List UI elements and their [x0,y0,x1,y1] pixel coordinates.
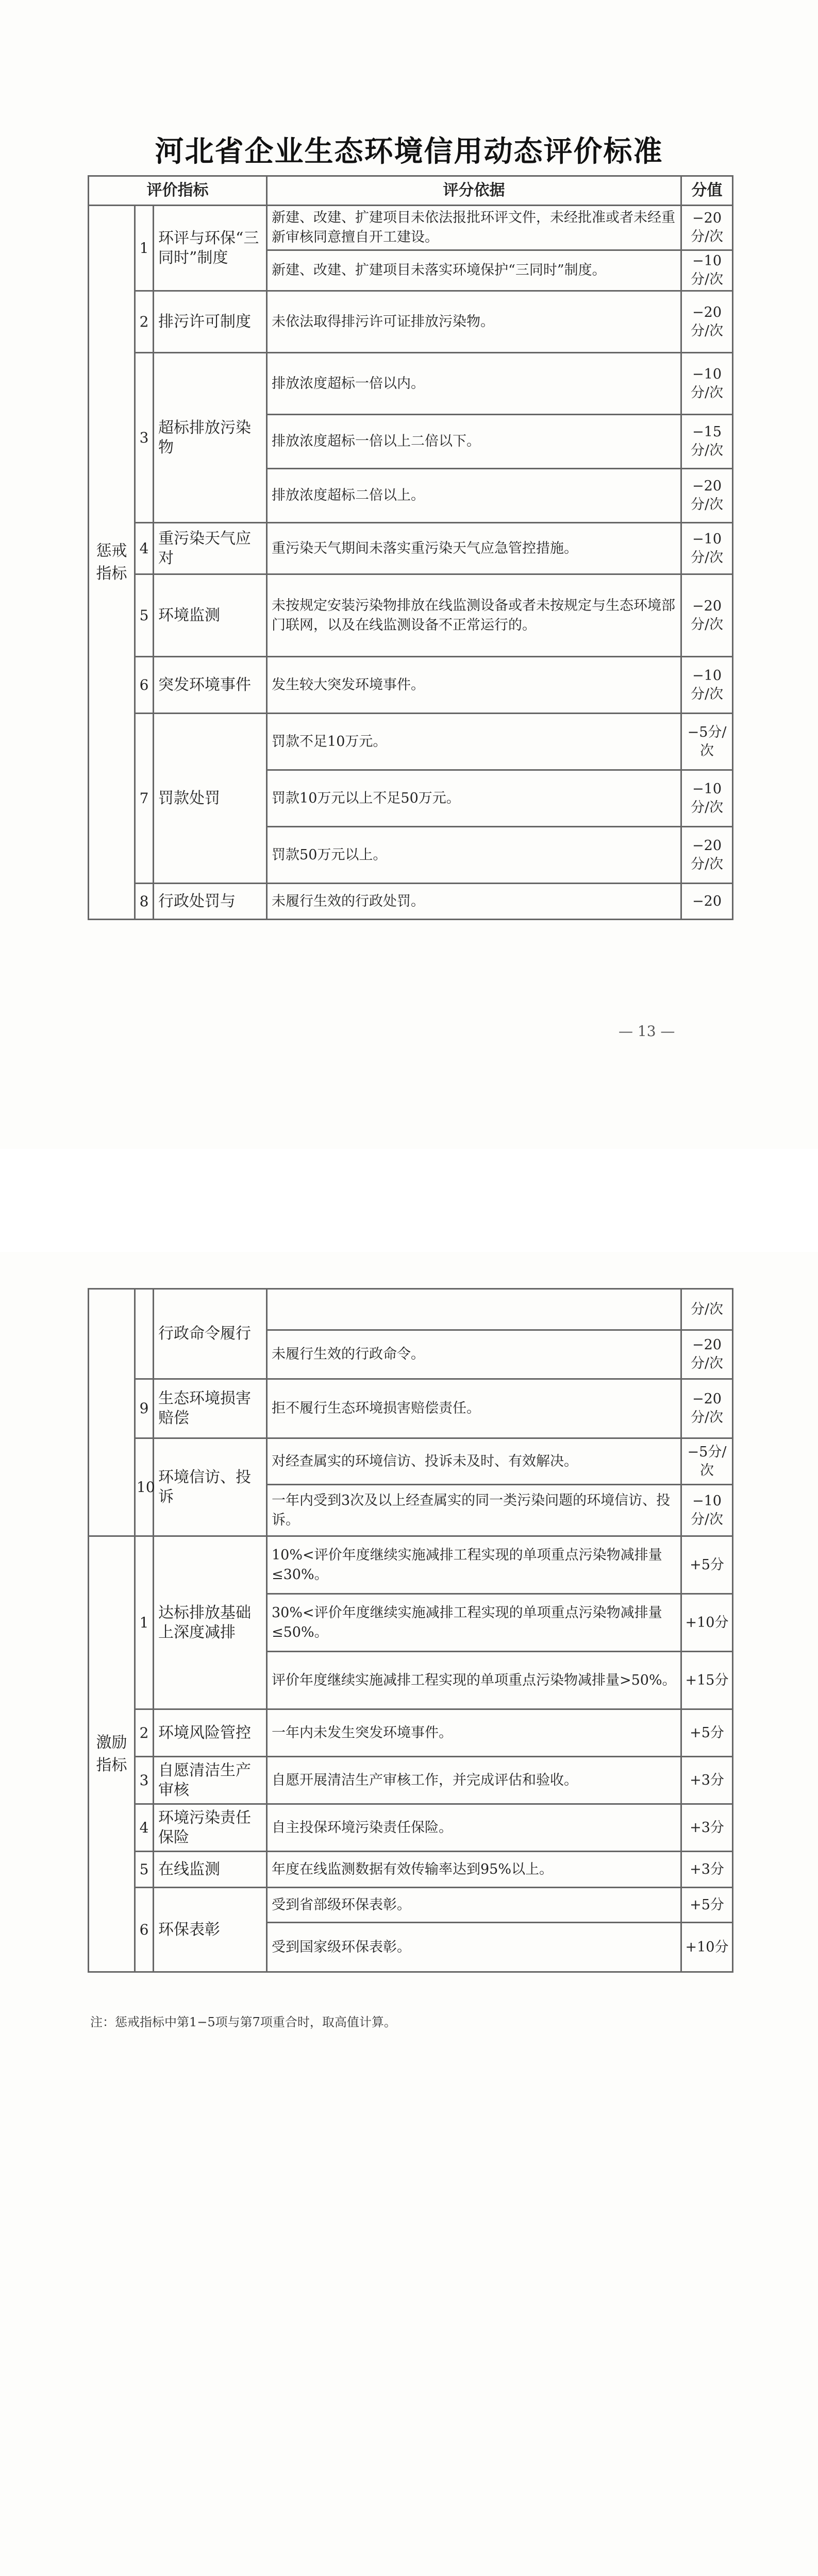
indicator-name: 在线监测 [154,1852,267,1888]
indicator-name: 环境风险管控 [154,1709,267,1757]
item-number: 10 [135,1438,154,1536]
score-value: −20分/次 [681,1330,733,1379]
indicator-name: 环境污染责任保险 [154,1804,267,1852]
page-number: — 13 — [619,1023,675,1040]
score-value: +5分 [681,1709,733,1757]
indicator-name: 环境信访、投诉 [154,1438,267,1536]
basis-text: 10%<评价年度继续实施减排工程实现的单项重点污染物减排量≤30%。 [267,1536,681,1594]
item-number: 4 [135,523,154,574]
table-row [89,353,733,415]
basis-text: 拒不履行生态环境损害赔偿责任。 [267,1379,681,1438]
table-row [89,1757,733,1804]
item-number: 3 [135,353,154,523]
table-row [89,206,733,250]
score-value: −10分/次 [681,523,733,574]
basis-text: 罚款50万元以上。 [267,827,681,884]
basis-text: 30%<评价年度继续实施减排工程实现的单项重点污染物减排量≤50%。 [267,1594,681,1652]
item-number: 5 [135,574,154,657]
category-penalty: 惩戒指标 [89,206,135,920]
page-gap [0,1149,818,1252]
item-number: 8 [135,884,154,920]
indicator-name: 环境监测 [154,574,267,657]
basis-text: 排放浓度超标一倍以上二倍以下。 [267,415,681,469]
indicator-name: 自愿清洁生产审核 [154,1757,267,1804]
table-row [89,291,733,353]
page-title: 河北省企业生态环境信用动态评价标准 [155,135,663,168]
basis-text: 排放浓度超标一倍以内。 [267,353,681,415]
basis-text: 新建、改建、扩建项目未落实环境保护“三同时”制度。 [267,250,681,291]
header-basis: 评分依据 [267,176,681,206]
item-number: 7 [135,714,154,884]
score-value: +10分 [681,1923,733,1972]
item-number: 4 [135,1804,154,1852]
table-header-row [89,176,733,206]
score-value: +15分 [681,1652,733,1709]
item-number: 6 [135,657,154,714]
table-row [89,657,733,714]
basis-text: 自主投保环境污染责任保险。 [267,1804,681,1852]
basis-text [267,1289,681,1330]
page-13 [0,0,818,1149]
score-value: −20分/次 [681,206,733,250]
score-value: +3分 [681,1804,733,1852]
basis-text: 重污染天气期间未落实重污染天气应急管控措施。 [267,523,681,574]
score-value: −20分/次 [681,291,733,353]
table-row [89,714,733,770]
indicator-name: 达标排放基础上深度减排 [154,1536,267,1709]
basis-text: 未按规定安装污染物排放在线监测设备或者未按规定与生态环境部门联网，以及在线监测设备不正常运行的。 [267,574,681,657]
page-15 [0,2313,818,2576]
score-value: +10分 [681,1594,733,1652]
indicator-name: 重污染天气应对 [154,523,267,574]
indicator-name: 行政命令履行 [154,1289,267,1379]
basis-text: 未依法取得排污许可证排放污染物。 [267,291,681,353]
indicator-name: 排污许可制度 [154,291,267,353]
score-value: −20分/次 [681,469,733,523]
table-row [89,1438,733,1485]
basis-text: 一年内受到3次及以上经查属实的同一类污染问题的环境信访、投诉。 [267,1485,681,1536]
score-value: −10分/次 [681,1485,733,1536]
indicator-name: 行政处罚与 [154,884,267,920]
evaluation-table-part2 [88,1288,733,1973]
item-number: 3 [135,1757,154,1804]
table-row [89,1536,733,1594]
table-row [89,523,733,574]
indicator-name: 环评与环保“三同时”制度 [154,206,267,291]
score-value: +3分 [681,1852,733,1888]
basis-text: 未履行生效的行政命令。 [267,1330,681,1379]
basis-text: 罚款10万元以上不足50万元。 [267,770,681,827]
item-number: 2 [135,291,154,353]
score-value: −10分/次 [681,657,733,714]
score-value: −10分/次 [681,250,733,291]
indicator-name: 生态环境损害赔偿 [154,1379,267,1438]
score-value: −5分/次 [681,714,733,770]
basis-text: 发生较大突发环境事件。 [267,657,681,714]
basis-text: 对经查属实的环境信访、投诉未及时、有效解决。 [267,1438,681,1485]
indicator-name: 超标排放污染物 [154,353,267,523]
indicator-name: 突发环境事件 [154,657,267,714]
basis-text: 受到省部级环保表彰。 [267,1888,681,1923]
header-indicator: 评价指标 [89,176,267,206]
header-score: 分值 [681,176,733,206]
item-number: 1 [135,206,154,291]
item-number: 9 [135,1379,154,1438]
item-number: 2 [135,1709,154,1757]
basis-text: 自愿开展清洁生产审核工作，并完成评估和验收。 [267,1757,681,1804]
indicator-name: 罚款处罚 [154,714,267,884]
table-row [89,574,733,657]
score-value: +5分 [681,1536,733,1594]
score-value: +3分 [681,1757,733,1804]
score-value: −20 [681,884,733,920]
score-value: −20分/次 [681,827,733,884]
basis-text: 未履行生效的行政处罚。 [267,884,681,920]
score-value: −20分/次 [681,1379,733,1438]
table-row [89,1289,733,1330]
indicator-name: 环保表彰 [154,1888,267,1972]
table-row [89,1888,733,1923]
score-value: 分/次 [681,1289,733,1330]
category-incentive: 激励指标 [89,1536,135,1972]
item-number [135,1289,154,1379]
basis-text: 一年内未发生突发环境事件。 [267,1709,681,1757]
score-value: −20分/次 [681,574,733,657]
basis-text: 罚款不足10万元。 [267,714,681,770]
score-value: −15分/次 [681,415,733,469]
basis-text: 受到国家级环保表彰。 [267,1923,681,1972]
table-row [89,1852,733,1888]
score-value: −10分/次 [681,770,733,827]
basis-text: 新建、改建、扩建项目未依法报批环评文件，未经批准或者未经重新审核同意擅自开工建设。 [267,206,681,250]
item-number: 5 [135,1852,154,1888]
item-number: 1 [135,1536,154,1709]
score-value: +5分 [681,1888,733,1923]
basis-text: 年度在线监测数据有效传输率达到95%以上。 [267,1852,681,1888]
table-row [89,884,733,920]
table-row [89,1379,733,1438]
table-row [89,1804,733,1852]
score-value: −10分/次 [681,353,733,415]
table-note: 注：惩戒指标中第1−5项与第7项重合时，取高值计算。 [90,2015,396,2029]
score-value: −5分/次 [681,1438,733,1485]
basis-text: 排放浓度超标二倍以上。 [267,469,681,523]
category-penalty-cont [89,1289,135,1536]
basis-text: 评价年度继续实施减排工程实现的单项重点污染物减排量>50%。 [267,1652,681,1709]
item-number: 6 [135,1888,154,1972]
table-row [89,1709,733,1757]
evaluation-table-part1 [88,175,733,920]
